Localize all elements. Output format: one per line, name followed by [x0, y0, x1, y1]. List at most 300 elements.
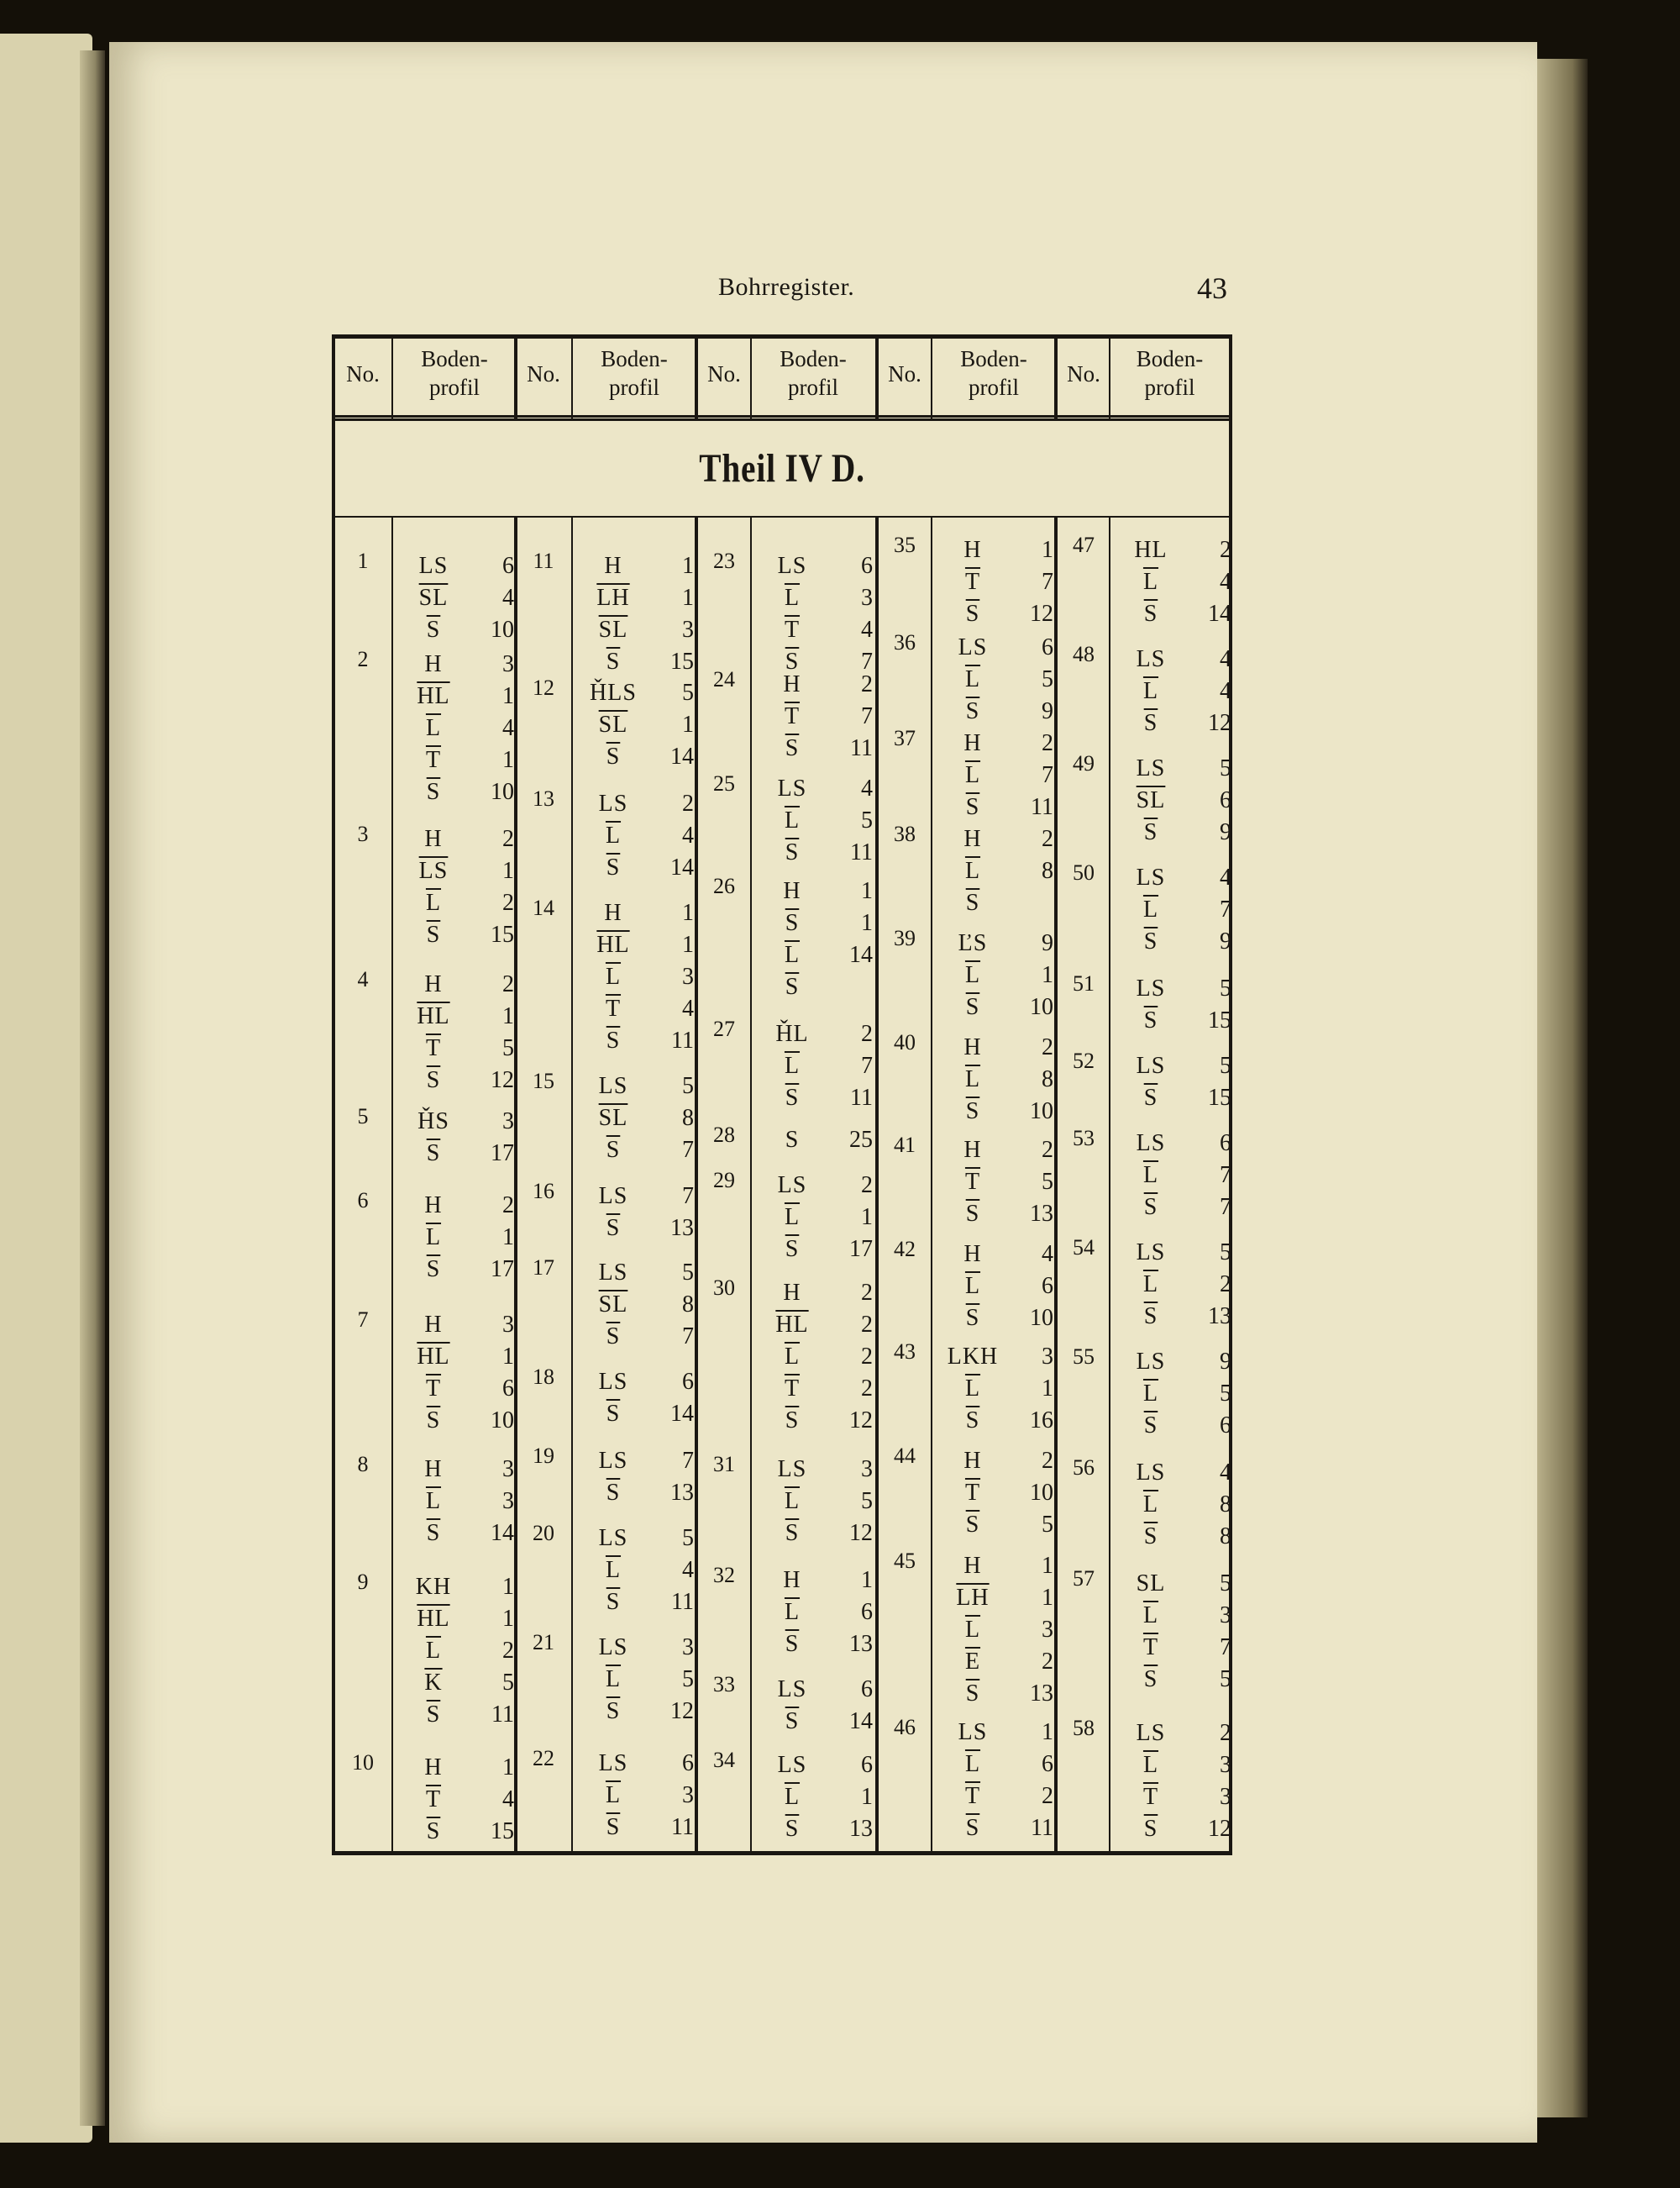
layer-depth: 6 [1220, 787, 1231, 813]
soil-symbol: $\overline{HL}$ [417, 1344, 450, 1370]
layer-depth: 14 [670, 1401, 694, 1427]
layer-depth: 11 [1031, 1815, 1053, 1841]
soil-symbol: $\overline{SL}$ [598, 1291, 628, 1318]
layer-depth: 1 [861, 1784, 873, 1810]
profile-layer [934, 1302, 1053, 1334]
profile-layer [934, 1550, 1053, 1582]
layer-depth: 4 [1220, 1460, 1231, 1486]
bore-number: 2 [357, 647, 369, 671]
soil-symbol: H [424, 971, 443, 997]
soil-symbol: $\overline{L}$ [964, 962, 981, 988]
profile-layer [575, 646, 694, 678]
layer-depth: 15 [491, 1818, 514, 1844]
bore-number: 20 [533, 1521, 554, 1545]
layer-depth: 3 [1220, 1752, 1231, 1778]
soil-symbol: H [424, 1456, 443, 1482]
soil-symbol: LS [1136, 1130, 1166, 1156]
bore-number: 49 [1073, 751, 1095, 776]
profile-layer [395, 919, 514, 951]
profile-layer [395, 1341, 514, 1373]
layer-depth: 2 [861, 1344, 873, 1370]
bore-number: 58 [1073, 1716, 1095, 1740]
layer-depth: 11 [1031, 794, 1053, 820]
bore-number: 13 [533, 786, 554, 811]
soil-symbol: $\overline{L}$ [1142, 1162, 1159, 1188]
soil-symbol: $\overline{S}$ [606, 1401, 621, 1427]
layer-depth: 7 [682, 1183, 694, 1209]
soil-symbol: $\overline{SL}$ [598, 1105, 628, 1131]
soil-symbol: H [604, 900, 622, 926]
profile-layer [1112, 676, 1231, 707]
profile-layer [395, 1517, 514, 1549]
layer-depth: 5 [861, 1488, 873, 1514]
layer-depth: 2 [1042, 1783, 1053, 1809]
layer-depth: 2 [1042, 1034, 1053, 1060]
layer-depth: 3 [1042, 1617, 1053, 1643]
layer-depth: 5 [1042, 1169, 1053, 1195]
bore-number: 51 [1073, 971, 1095, 996]
profile-layer [934, 1198, 1053, 1230]
profile-layer [934, 760, 1053, 792]
layer-depth: 1 [682, 932, 694, 958]
profile-layer [753, 1706, 873, 1738]
layer-depth: 12 [849, 1520, 873, 1546]
soil-symbol: LS [1136, 1053, 1166, 1079]
profile-layer [934, 1582, 1053, 1614]
layer-depth: 10 [491, 617, 514, 643]
profile-layer [395, 823, 514, 855]
layer-depth: 7 [861, 649, 873, 675]
profile-layer [575, 1586, 694, 1618]
soil-symbol: LS [598, 1448, 628, 1474]
profile-layer [395, 1065, 514, 1097]
layer-depth: 6 [502, 553, 514, 579]
soil-symbol: $\overline{L}$ [1142, 1752, 1159, 1778]
soil-symbol: S [785, 1127, 800, 1153]
layer-depth: 3 [682, 1782, 694, 1808]
layer-depth: 6 [1220, 1130, 1231, 1156]
profile-layer [395, 550, 514, 582]
soil-symbol: LS [777, 1172, 807, 1198]
soil-symbol: $\overline{T}$ [425, 1035, 442, 1061]
soil-symbol: ĽS [958, 930, 988, 956]
soil-symbol: HL [1134, 537, 1168, 563]
soil-symbol: $\overline{L}$ [1142, 1381, 1159, 1407]
layer-depth: 14 [670, 744, 694, 770]
layer-depth: 17 [849, 1236, 873, 1262]
soil-symbol: $\overline{L}$ [784, 1784, 801, 1810]
soil-symbol: LS [777, 1456, 807, 1482]
soil-symbol: $\overline{L}$ [605, 964, 622, 990]
bore-number: 37 [894, 726, 916, 750]
profile-layer [1112, 1813, 1231, 1845]
layer-depth: 1 [861, 878, 873, 904]
layer-depth: 6 [861, 1599, 873, 1625]
layer-depth: 8 [1042, 858, 1053, 884]
layer-depth: 1 [861, 1567, 873, 1593]
soil-symbol: $\overline{T}$ [1142, 1784, 1159, 1810]
layer-depth: 5 [1220, 1570, 1231, 1596]
profile-layer [753, 1405, 873, 1437]
profile-layer [575, 1025, 694, 1057]
soil-symbol: $\overline{LS}$ [418, 858, 449, 884]
profile-layer [575, 820, 694, 852]
soil-symbol: $\overline{S}$ [965, 698, 980, 724]
profile-layer [753, 1781, 873, 1813]
bore-number: 34 [713, 1748, 735, 1772]
layer-depth: 2 [1042, 1448, 1053, 1474]
soil-symbol: $\overline{S}$ [1143, 1007, 1158, 1034]
layer-depth: 1 [502, 858, 514, 884]
soil-symbol: LS [777, 776, 807, 802]
soil-symbol: H [963, 1448, 982, 1474]
layer-depth: 7 [682, 1448, 694, 1474]
bore-number: 5 [357, 1104, 369, 1128]
bore-number: 23 [713, 549, 735, 573]
profile-layer [395, 1138, 514, 1170]
soil-symbol: ȞL [775, 1021, 809, 1047]
layer-depth: 3 [861, 585, 873, 611]
bore-number: 17 [533, 1255, 554, 1280]
soil-symbol: $\overline{S}$ [785, 1236, 800, 1262]
profile-layer [934, 1270, 1053, 1302]
layer-depth: 7 [682, 1323, 694, 1349]
soil-symbol: $\overline{S}$ [606, 1589, 621, 1615]
bore-number: 28 [713, 1123, 735, 1147]
row-rule [332, 516, 1232, 518]
profile-layer [1112, 566, 1231, 598]
profile-layer [934, 1445, 1053, 1477]
layer-depth: 7 [1042, 762, 1053, 788]
layer-depth: 10 [491, 779, 514, 805]
header-profile: Boden- profil [601, 346, 668, 400]
soil-symbol: $\overline{S}$ [1143, 601, 1158, 627]
profile-layer [934, 566, 1053, 598]
profile-layer [575, 677, 694, 709]
soil-symbol: $\overline{L}$ [784, 1053, 801, 1079]
layer-depth: 2 [682, 791, 694, 817]
bore-number: 41 [894, 1133, 916, 1157]
soil-symbol: LS [598, 1073, 628, 1099]
profile-layer [934, 1812, 1053, 1844]
layer-depth: 2 [1042, 1649, 1053, 1675]
soil-symbol: LS [1136, 1239, 1166, 1265]
soil-symbol: $\overline{S}$ [1143, 1412, 1158, 1439]
soil-symbol: $\overline{L}$ [425, 890, 442, 916]
layer-depth: 6 [1042, 1751, 1053, 1777]
profile-layer [1112, 1749, 1231, 1781]
profile-layer [753, 1749, 873, 1781]
soil-symbol: H [963, 537, 982, 563]
section-title: Theil IV D. [699, 446, 865, 491]
soil-symbol: $\overline{E}$ [964, 1649, 981, 1675]
layer-depth: 6 [1042, 1273, 1053, 1299]
layer-depth: 7 [861, 703, 873, 729]
profile-layer [395, 681, 514, 713]
profile-layer [753, 876, 873, 907]
layer-depth: 11 [850, 839, 873, 865]
layer-depth: 3 [1220, 1602, 1231, 1628]
soil-symbol: $\overline{S}$ [785, 839, 800, 865]
layer-depth: 2 [1220, 1720, 1231, 1746]
layer-depth: 12 [670, 1698, 694, 1724]
profile-layer [753, 1628, 873, 1660]
layer-depth: 1 [1042, 1719, 1053, 1745]
layer-depth: 1 [682, 585, 694, 611]
bore-number: 11 [533, 549, 554, 573]
profile-layer [1112, 1191, 1231, 1223]
profile-layer [753, 971, 873, 1003]
profile-layer [395, 887, 514, 919]
profile-layer [1112, 1378, 1231, 1410]
bore-number: 31 [713, 1452, 735, 1476]
soil-symbol: $\overline{S}$ [785, 1816, 800, 1842]
profile-layer [1112, 1082, 1231, 1114]
bore-number: 45 [894, 1549, 916, 1573]
soil-symbol: $\overline{S}$ [1143, 1816, 1158, 1842]
layer-depth: 4 [1220, 646, 1231, 672]
soil-symbol: $\overline{L}$ [425, 1488, 442, 1514]
soil-symbol: $\overline{L}$ [425, 1638, 442, 1664]
profile-layer [575, 1398, 694, 1430]
bore-number: 38 [894, 822, 916, 846]
layer-depth: 3 [1042, 1344, 1053, 1370]
column-rule [1109, 516, 1110, 1854]
bore-number: 3 [357, 822, 369, 846]
layer-depth: 1 [682, 712, 694, 738]
layer-depth: 4 [502, 1786, 514, 1812]
soil-symbol: H [424, 826, 443, 852]
layer-depth: 9 [1042, 698, 1053, 724]
soil-symbol: $\overline{L}$ [605, 1666, 622, 1692]
soil-symbol: $\overline{T}$ [784, 617, 801, 643]
soil-symbol: H [424, 1192, 443, 1218]
profile-layer [934, 960, 1053, 991]
profile-layer [753, 805, 873, 837]
layer-depth: 5 [1220, 1053, 1231, 1079]
soil-symbol: $\overline{L}$ [964, 666, 981, 692]
layer-depth: 3 [682, 1634, 694, 1660]
layer-depth: 8 [1220, 1491, 1231, 1517]
profile-layer [575, 1812, 694, 1843]
profile-layer [753, 1170, 873, 1202]
profile-layer [753, 550, 873, 582]
soil-symbol: $\overline{S}$ [965, 1815, 980, 1841]
layer-depth: 16 [1030, 1407, 1053, 1433]
layer-depth: 13 [849, 1631, 873, 1657]
layer-depth: 3 [502, 1456, 514, 1482]
profile-layer [1112, 1457, 1231, 1489]
soil-symbol: $\overline{L}$ [1142, 1491, 1159, 1517]
profile-layer [395, 744, 514, 776]
header-profile: Boden- profil [960, 346, 1027, 400]
profile-layer [753, 1202, 873, 1233]
soil-symbol: $\overline{L}$ [784, 1488, 801, 1514]
layer-depth: 12 [1208, 1816, 1231, 1842]
soil-symbol: H [604, 553, 622, 579]
layer-depth: 2 [502, 971, 514, 997]
soil-symbol: LS [1136, 1720, 1166, 1746]
layer-depth: 1 [502, 1606, 514, 1632]
layer-depth: 5 [682, 1666, 694, 1692]
soil-symbol: $\overline{S}$ [785, 649, 800, 675]
layer-depth: 1 [502, 1224, 514, 1250]
soil-symbol: H [963, 1241, 982, 1267]
soil-symbol: $\overline{L}$ [1142, 1602, 1159, 1628]
profile-layer [395, 1454, 514, 1486]
bore-number: 30 [713, 1275, 735, 1300]
profile-layer [934, 855, 1053, 887]
profile-layer [1112, 785, 1231, 817]
soil-symbol: $\overline{S}$ [785, 974, 800, 1000]
soil-symbol: $\overline{L}$ [964, 1617, 981, 1643]
layer-depth: 10 [1030, 994, 1053, 1020]
soil-symbol: LS [958, 1719, 988, 1745]
profile-layer [395, 649, 514, 681]
layer-depth: 4 [682, 996, 694, 1022]
layer-depth: 1 [502, 1344, 514, 1370]
page-edge-stack [1537, 59, 1588, 2117]
layer-depth: 2 [861, 1375, 873, 1402]
profile-layer [575, 1696, 694, 1728]
profile-layer [575, 1181, 694, 1212]
layer-depth: 12 [1208, 710, 1231, 736]
layer-depth: 8 [1220, 1523, 1231, 1549]
bore-number: 25 [713, 771, 735, 796]
bore-number: 57 [1073, 1566, 1095, 1591]
layer-depth: 7 [1042, 569, 1053, 595]
profile-layer [934, 792, 1053, 823]
soil-symbol: $\overline{S}$ [426, 1520, 441, 1546]
profile-layer [1112, 973, 1231, 1005]
bore-number: 42 [894, 1237, 916, 1261]
layer-depth: 5 [1220, 1381, 1231, 1407]
profile-layer [934, 1678, 1053, 1710]
profile-layer [934, 696, 1053, 728]
soil-symbol: $\overline{T}$ [605, 996, 622, 1022]
layer-depth: 4 [1220, 865, 1231, 891]
soil-symbol: $\overline{S}$ [785, 910, 800, 936]
layer-depth: 14 [670, 855, 694, 881]
profile-layer [753, 1813, 873, 1845]
profile-layer [1112, 1160, 1231, 1191]
profile-layer [575, 1477, 694, 1509]
profile-layer [395, 713, 514, 744]
running-title: Bohrregister. [718, 273, 855, 301]
column-rule [391, 516, 393, 1854]
profile-layer [395, 1486, 514, 1517]
layer-depth: 10 [491, 1407, 514, 1433]
layer-depth: 6 [682, 1750, 694, 1776]
layer-depth: 4 [502, 585, 514, 611]
layer-depth: 5 [682, 1073, 694, 1099]
profile-layer [1112, 1600, 1231, 1632]
profile-layer [753, 907, 873, 939]
profile-layer [753, 1596, 873, 1628]
layer-depth: 9 [1220, 1349, 1231, 1375]
soil-symbol: $\overline{L}$ [784, 585, 801, 611]
layer-depth: 7 [682, 1137, 694, 1163]
soil-symbol: $\overline{L}$ [605, 1557, 622, 1583]
profile-layer [395, 969, 514, 1001]
soil-symbol: $\overline{L}$ [964, 1751, 981, 1777]
soil-symbol: $\overline{S}$ [785, 1708, 800, 1734]
layer-depth: 5 [1220, 976, 1231, 1002]
header-no: No. [1067, 361, 1100, 387]
soil-symbol: H [963, 1553, 982, 1579]
soil-symbol: $\overline{T}$ [425, 747, 442, 773]
layer-depth: 2 [1220, 537, 1231, 563]
layer-depth: 13 [1030, 1201, 1053, 1227]
soil-symbol: LS [777, 1752, 807, 1778]
layer-depth: 5 [1220, 1666, 1231, 1692]
soil-symbol: H [783, 1280, 801, 1306]
layer-depth: 11 [671, 1028, 694, 1054]
profile-layer [575, 1632, 694, 1664]
soil-symbol: $\overline{L}$ [784, 1204, 801, 1230]
profile-layer [753, 669, 873, 701]
soil-symbol: $\overline{L}$ [1142, 897, 1159, 923]
profile-layer [753, 701, 873, 733]
profile-layer [1112, 1301, 1231, 1333]
soil-symbol: $\overline{HL}$ [417, 1606, 450, 1632]
layer-depth: 1 [1042, 962, 1053, 988]
soil-symbol: $\overline{S}$ [1143, 1194, 1158, 1220]
soil-symbol: $\overline{HL}$ [775, 1312, 809, 1338]
bore-number: 54 [1073, 1235, 1095, 1260]
soil-symbol: $\overline{L}$ [784, 942, 801, 968]
soil-symbol: $\overline{SL}$ [1136, 787, 1166, 813]
profile-layer [753, 1486, 873, 1517]
soil-symbol: $\overline{S}$ [965, 1680, 980, 1707]
soil-symbol: $\overline{S}$ [1143, 819, 1158, 845]
bore-number: 12 [533, 676, 554, 700]
soil-symbol: $\overline{S}$ [606, 1323, 621, 1349]
profile-layer [934, 1509, 1053, 1541]
header-no: No. [346, 361, 380, 387]
soil-symbol: $\overline{S}$ [965, 1201, 980, 1227]
soil-symbol: LS [1136, 1460, 1166, 1486]
profile-layer [1112, 1521, 1231, 1553]
soil-symbol: $\overline{L}$ [784, 1344, 801, 1370]
soil-symbol: $\overline{S}$ [606, 1480, 621, 1506]
profile-layer [1112, 1632, 1231, 1664]
bore-number: 6 [357, 1188, 369, 1212]
layer-depth: 11 [850, 1085, 873, 1111]
column-rule [1054, 516, 1058, 1854]
profile-layer [753, 1674, 873, 1706]
layer-depth: 1 [502, 1003, 514, 1029]
profile-layer [934, 1477, 1053, 1509]
soil-symbol: $\overline{SL}$ [598, 712, 628, 738]
layer-depth: 15 [491, 922, 514, 948]
profile-layer [395, 1033, 514, 1065]
bore-number: 29 [713, 1168, 735, 1192]
soil-symbol: $\overline{S}$ [426, 1067, 441, 1093]
bore-number: 53 [1073, 1126, 1095, 1150]
layer-depth: 10 [1030, 1305, 1053, 1331]
bore-number: 16 [533, 1179, 554, 1203]
profile-layer [575, 1102, 694, 1134]
soil-symbol: H [424, 651, 443, 677]
soil-symbol: $\overline{S}$ [606, 1814, 621, 1840]
layer-depth: 3 [502, 1312, 514, 1338]
profile-layer [753, 1050, 873, 1082]
layer-depth: 15 [1208, 1085, 1231, 1111]
layer-depth: 2 [861, 1021, 873, 1047]
layer-depth: 2 [861, 671, 873, 697]
layer-depth: 5 [682, 1260, 694, 1286]
